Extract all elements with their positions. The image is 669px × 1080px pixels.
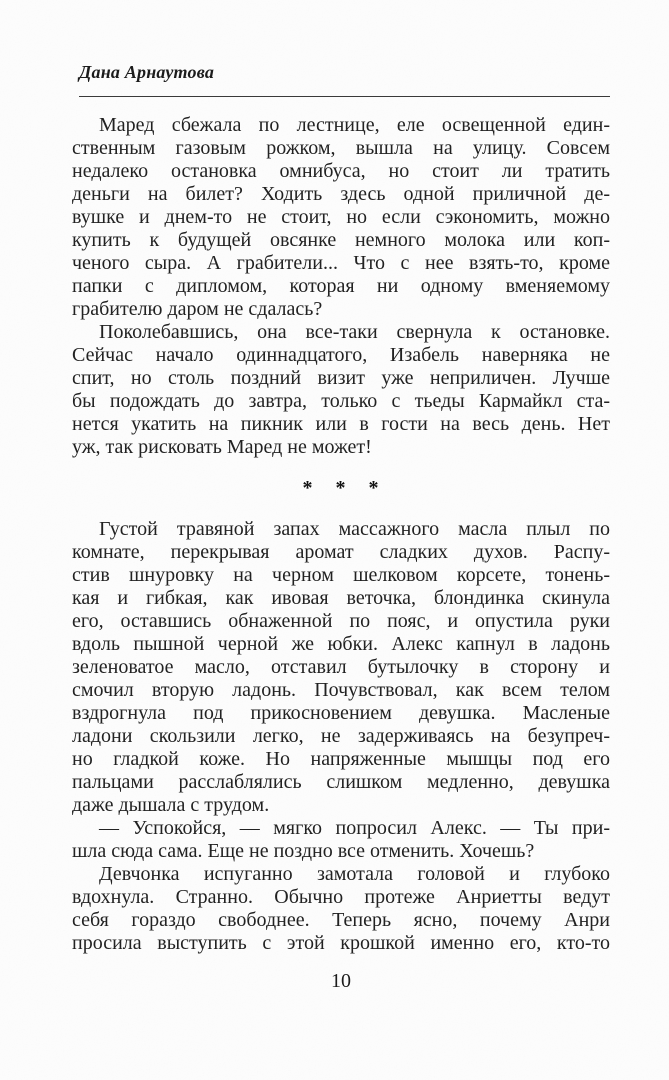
- paragraph: [72, 863, 610, 955]
- text-line: папки с дипломом, которая ни одному вменяемому: [72, 275, 610, 297]
- text-line: просила выступить с этой крошкой именно его, кто-то: [72, 932, 610, 954]
- section-separator: * * *: [302, 477, 380, 499]
- text-line: Поколебавшись, она все-таки свернула к остановке.: [99, 321, 610, 343]
- text-line: грабителю даром не сдалась?: [72, 298, 323, 320]
- text-line: Девчонка испуганно замотала головой и глубоко: [99, 863, 610, 885]
- text-line: деньги на билет? Ходить здесь одной приличной де-: [72, 183, 610, 205]
- page-number: 10: [331, 970, 351, 992]
- text-line: вдоль пышной черной же юбки. Алекс капнул в ладонь: [72, 633, 610, 655]
- paragraph: [72, 518, 610, 817]
- text-line: уж, так рисковать Маред не может!: [72, 436, 372, 458]
- text-line: смочил вторую ладонь. Почувствовал, как всем телом: [72, 679, 610, 701]
- text-line: недалеко остановка омнибуса, но стоит ли тратить: [72, 160, 610, 182]
- text-line: стив шнуровку на черном шелковом корсете, тонень-: [72, 564, 610, 586]
- text-line: бы подождать до завтра, только с тьеды Кармайкл ста-: [72, 390, 610, 412]
- text-line: — Успокойся, — мягко попросил Алекс. — Ты при-: [99, 817, 610, 839]
- text-line: ченого сыра. А грабители... Что с нее взять-то, кроме: [72, 252, 610, 274]
- paragraph: [72, 817, 610, 863]
- text-line: его, оставшись обнаженной по пояс, и опустила руки: [72, 610, 610, 632]
- text-line: купить к будущей овсянке немного молока или коп-: [72, 229, 610, 251]
- text-line: кая и гибкая, как ивовая веточка, блондинка скинула: [72, 587, 610, 609]
- text-line: Маред сбежала по лестнице, еле освещенной един-: [99, 114, 610, 136]
- text-line: пальцами расслаблялись слишком медленно, девушка: [72, 771, 610, 793]
- paragraph: [72, 114, 610, 321]
- text-line: вушке и днем-то не стоит, но если сэкономить, можно: [72, 206, 610, 228]
- running-header-author: Дана Арнаутова: [79, 62, 215, 82]
- text-line: ственным газовым рожком, вышла на улицу. Совсем: [72, 137, 610, 159]
- header-rule: [79, 96, 610, 97]
- page-text-body: [72, 114, 610, 955]
- text-line: комнате, перекрывая аромат сладких духов. Распу-: [72, 541, 610, 563]
- text-line: вздрогнула под прикосновением девушка. Масленые: [72, 702, 610, 724]
- text-line: Густой травяной запах массажного масла плыл по: [99, 518, 610, 540]
- text-line: нется укатить на пикник или в гости на весь день. Нет: [72, 413, 610, 435]
- text-line: ладони скользили легко, не задерживаясь на безупреч-: [72, 725, 610, 747]
- text-line: себя гораздо свободнее. Теперь ясно, почему Анри: [72, 909, 610, 931]
- paragraph: [72, 321, 610, 459]
- text-line: зеленоватое масло, отставил бутылочку в сторону и: [72, 656, 610, 678]
- text-line: но гладкой коже. Но напряженные мышцы под его: [72, 748, 610, 770]
- text-line: спит, но столь поздний визит уже неприличен. Лучше: [72, 367, 610, 389]
- text-line: вдохнула. Странно. Обычно протеже Анриетты ведут: [72, 886, 610, 908]
- text-line: даже дышала с трудом.: [72, 794, 270, 816]
- text-line: шла сюда сама. Еще не поздно все отменить. Хочешь?: [72, 840, 535, 862]
- text-line: Сейчас начало одиннадцатого, Изабель наверняка не: [72, 344, 610, 366]
